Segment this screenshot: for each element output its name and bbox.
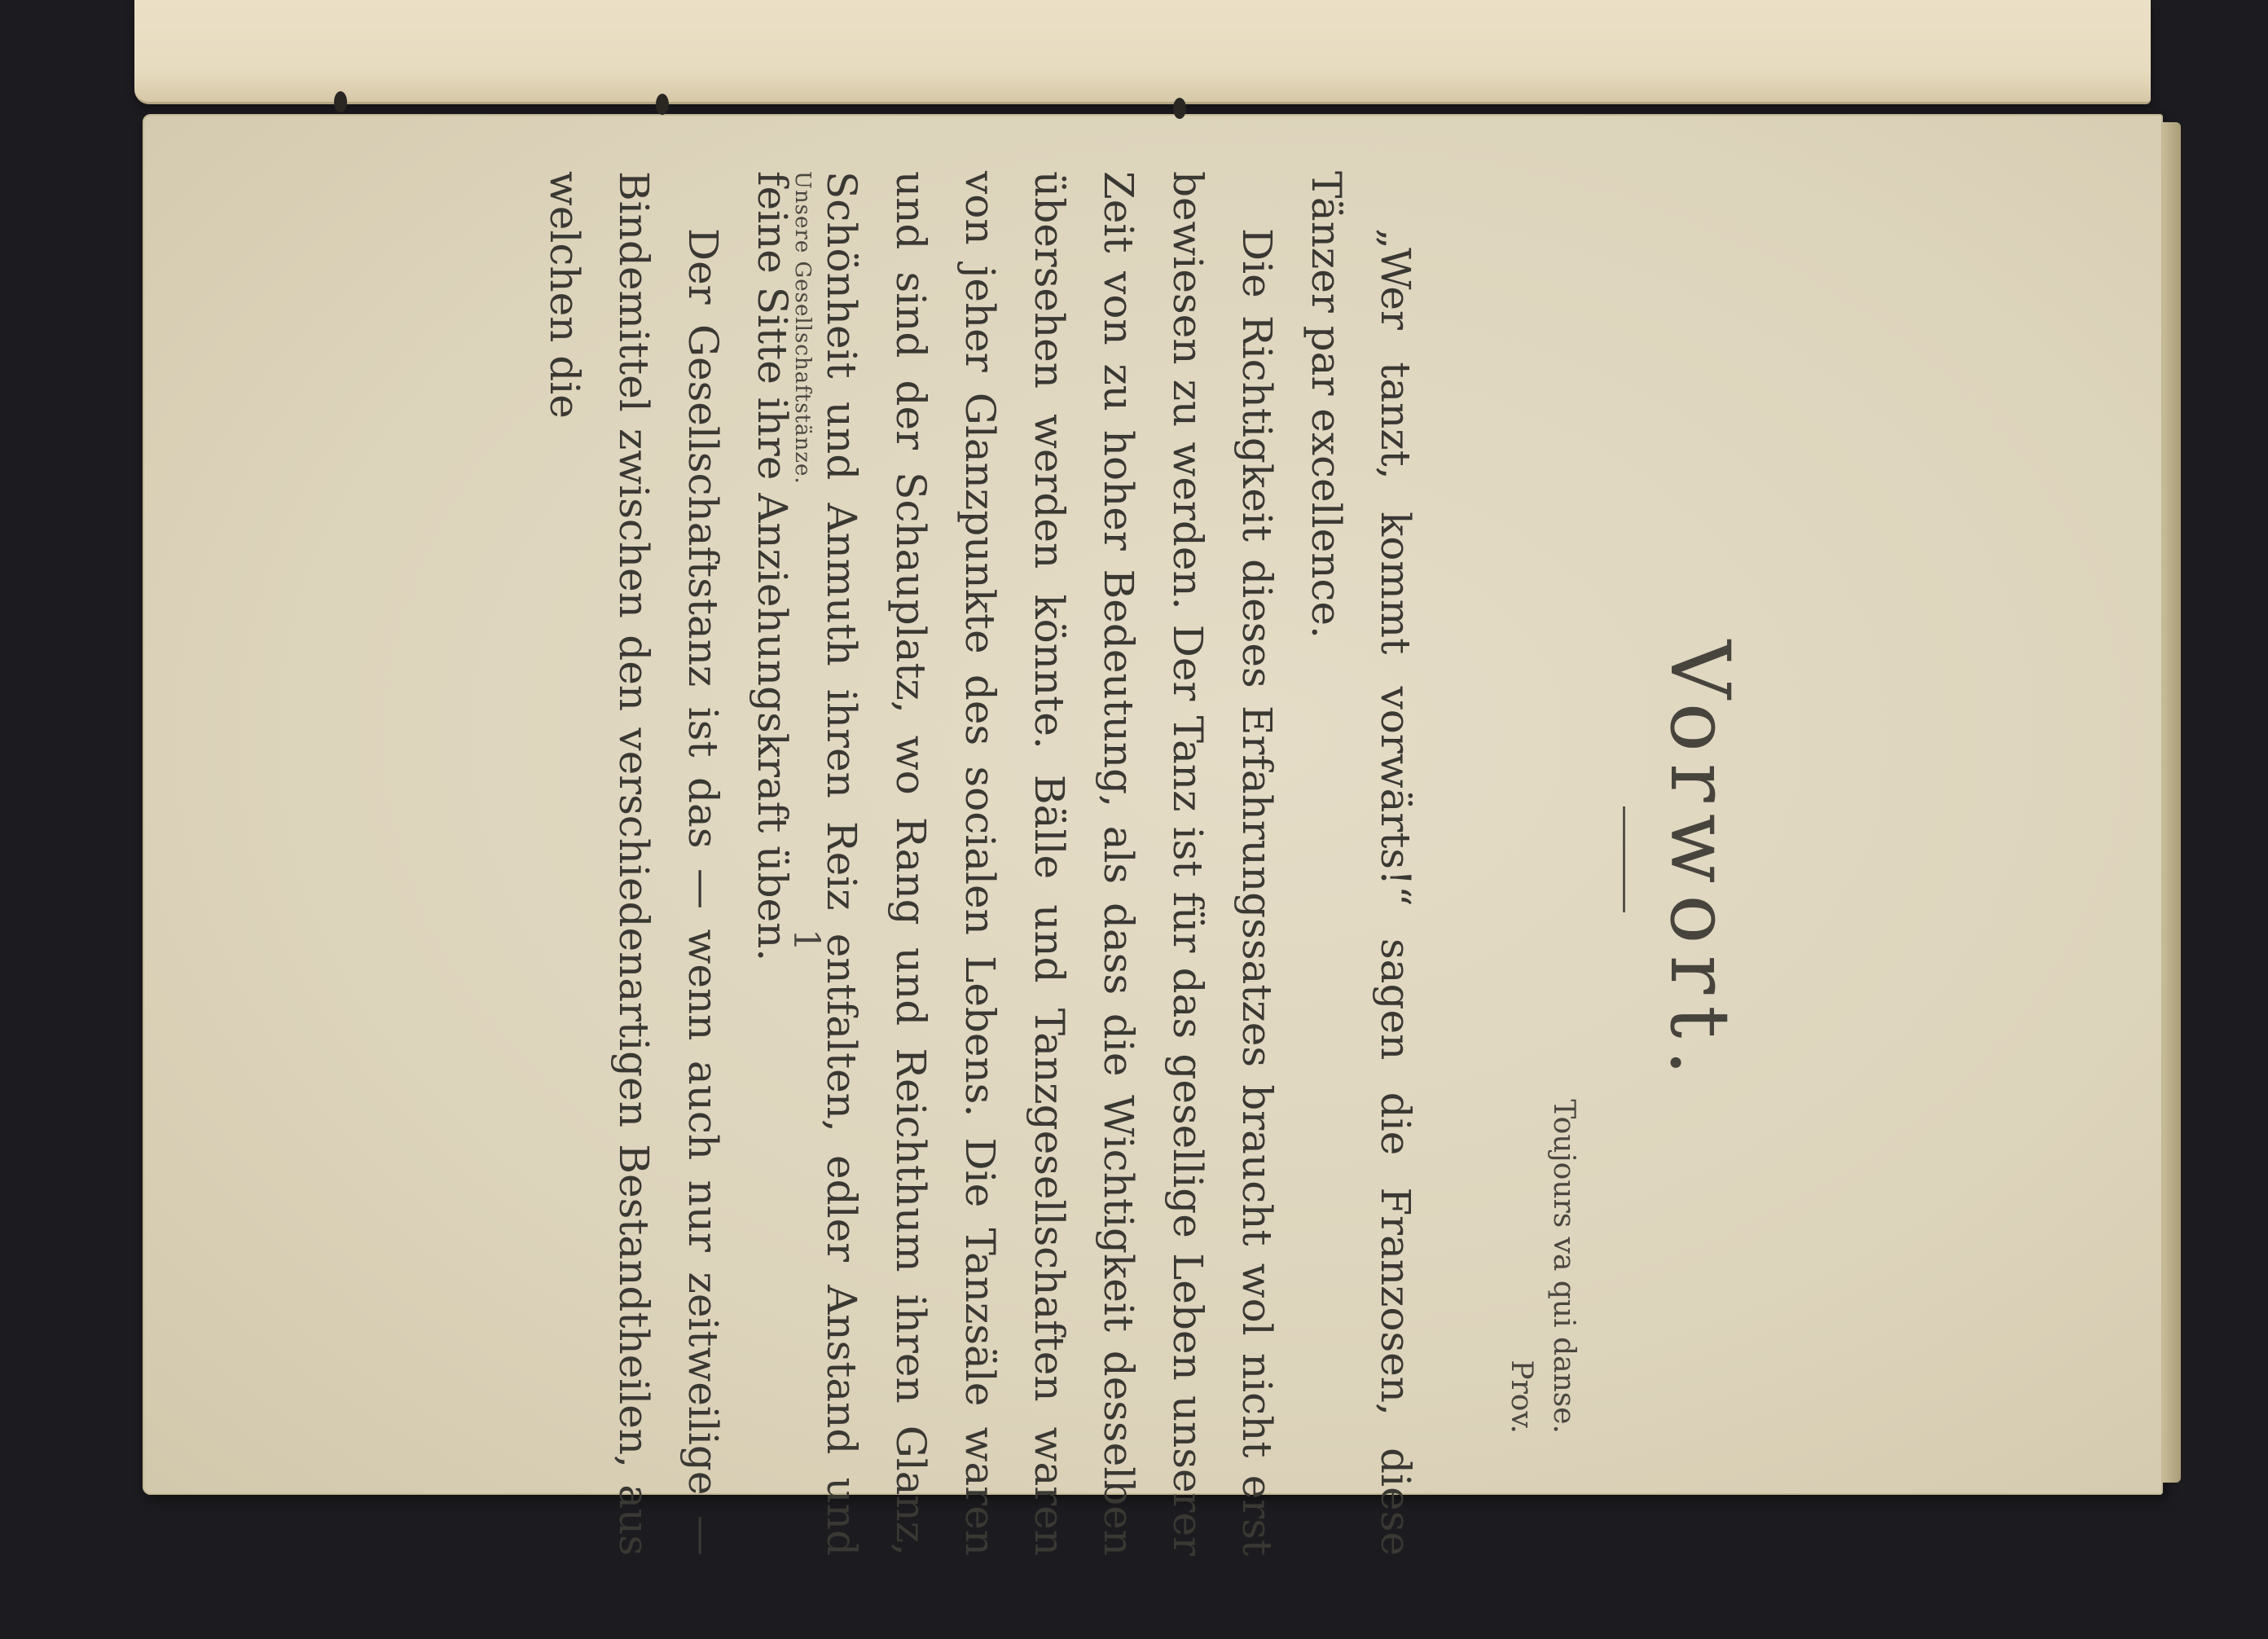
binding-hole	[334, 91, 347, 112]
epigraph	[1500, 1099, 1585, 1434]
page-title: Vorwort.	[1652, 639, 1747, 1088]
epigraph-source: Prov.	[1505, 1360, 1538, 1434]
page-edge-shadow	[2163, 122, 2181, 1483]
title-divider	[1623, 806, 1625, 912]
page-number: 1	[785, 929, 827, 951]
epigraph-quote: Toujours va qui danse.	[1547, 1099, 1580, 1434]
body-text	[530, 171, 1430, 1556]
paragraph: Die Richtigkeit dieses Erfahrungssatzes braucht wol nicht erst bewiesen zu werden. Der Tanz ist für das gesellige Leben unserer Zeit von zu hoher Bedeutung, als dass die Wichtigkeit desselben übersehen werden könnte. Bälle und Tanzgesellschaften waren von jeher Glanzpunkte des socialen Lebens. Die Tanzsäle waren und sind der Schauplatz, wo Rang und Reichthum ihren Glanz, Schönheit und Anmuth ihren Reiz entfalten, edler Anstand und feine Sitte ihre Anziehungskraft üben.	[749, 171, 1281, 1556]
paragraph: Der Gesellschaftstanz ist das — wenn auch nur zeitweilige — Bindemittel zwischen den verschiedenartigen Bestandtheilen, aus welchen die	[541, 171, 727, 1556]
page-content	[541, 171, 1780, 1556]
binding-hole	[656, 94, 669, 115]
binding-hole	[1173, 98, 1186, 119]
footer-signature: Unsere Gesellschaftstänze.	[790, 171, 815, 485]
next-page-edge	[134, 0, 2151, 104]
paragraph: „Wer tanzt, kommt vorwärts!“ sagen die Franzosen, diese Tänzer par excellence.	[1303, 171, 1419, 1556]
